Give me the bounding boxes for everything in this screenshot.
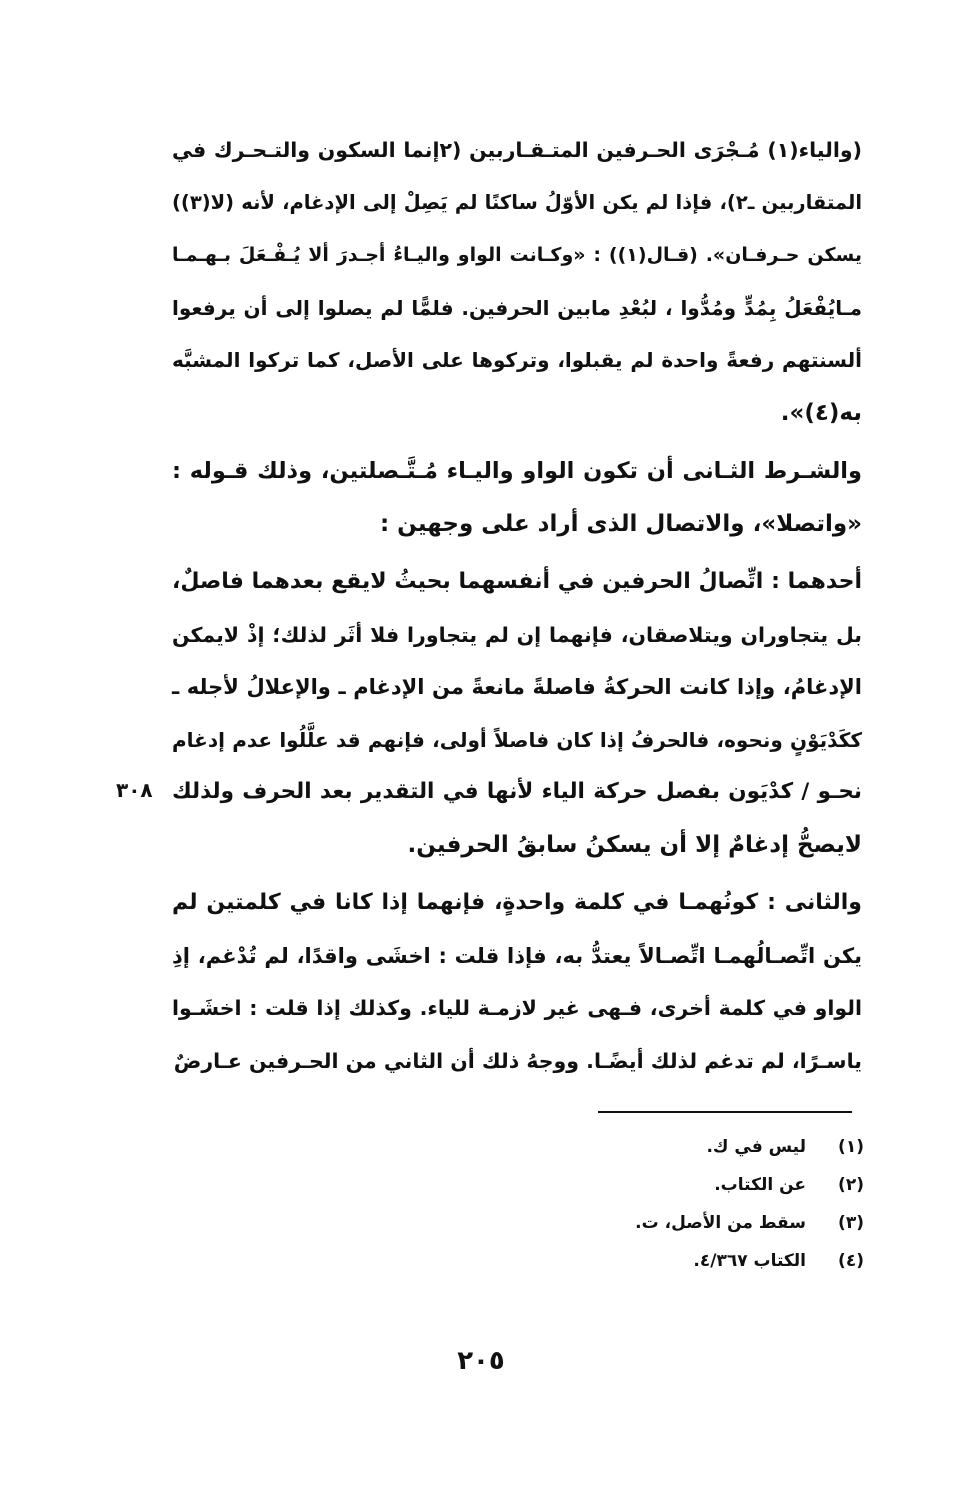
text-line: ألسنتهم رفعةً واحدة لم يقبلوا، وتركوها على الأصل، كما تركوا المشبَّه bbox=[172, 348, 862, 372]
text-line: والثانى : كونُهمـا في كلمة واحدةٍ، فإنهما إذا كانا في كلمتين لم bbox=[172, 890, 862, 915]
footnote-number: (٤) bbox=[838, 1251, 864, 1271]
footnote-number: (١) bbox=[838, 1137, 864, 1157]
footnote-item bbox=[464, 1242, 864, 1280]
paragraph bbox=[172, 877, 862, 1087]
footnote-text: الكتاب ٤/٣٦٧. bbox=[693, 1251, 806, 1271]
text-line: نحـو / كدْيَون بفصل حركة الياء لأنها في التقدير بعد الحرف ولذلك bbox=[172, 779, 862, 804]
text-line: به(٤)». bbox=[780, 399, 862, 426]
paragraph bbox=[172, 124, 862, 439]
footnote-text: سقط من الأصل، ت. bbox=[635, 1213, 806, 1233]
paragraph bbox=[172, 556, 862, 871]
text-line: (والياء(١) مُـجْرَى الحـرفين المتـقـاربين (٢إنما السكون والتـحـرك في bbox=[172, 138, 862, 162]
footnotes bbox=[464, 1128, 864, 1280]
paragraph bbox=[172, 445, 862, 550]
main-text bbox=[172, 124, 862, 1087]
page-number: ٢٠٥ bbox=[457, 1346, 505, 1376]
margin-page-reference: ٣٠٨ bbox=[116, 778, 153, 802]
text-line: مـايُفْعَلُ بِمُدٍّ ومُدُّوا ، لبُعْدِ مابين الحرفين. فلمًّا لم يصلوا إلى أن يرفعوا bbox=[172, 295, 862, 320]
text-line: الإدغامُ، وإذا كانت الحركةُ فاصلةً مانعةً من الإدغام ـ والإعلالُ لأجله ـ bbox=[172, 675, 862, 699]
text-line: «واتصلا»، والاتصال الذى أراد على وجهين : bbox=[379, 510, 862, 537]
footnote-item bbox=[464, 1204, 864, 1242]
footnote-divider bbox=[598, 1111, 852, 1113]
footnote-text: عن الكتاب. bbox=[714, 1175, 806, 1195]
footnote-number: (٣) bbox=[838, 1213, 864, 1233]
footnote-text: ليس في ك. bbox=[706, 1137, 806, 1157]
text-line: بل يتجاوران ويتلاصقان، فإنهما إن لم يتجاورا فلا أثَر لذلك؛ إذْ لايمكن bbox=[172, 622, 862, 647]
text-line: يسكن حـرفـان». (قـال(١)) : «وكـانت الواو واليـاءُ أجـدرَ ألا يُـفْـعَلَ بـهـمـا bbox=[172, 244, 862, 266]
text-line: الواو في كلمة أخرى، فـهى غير لازمـة للياء. وكذلك إذا قلت : اخشَـوا bbox=[172, 996, 862, 1020]
footnote-number: (٢) bbox=[838, 1175, 864, 1195]
footnote-item bbox=[464, 1128, 864, 1166]
text-line: ككَدْيَوْنٍ ونحوه، فالحرفُ إذا كان فاصلاً أولى، فإنهم قد علَّلُوا عدم إدغام bbox=[172, 727, 862, 752]
footnote-item bbox=[464, 1166, 864, 1204]
text-line: المتقاربين ـ٢)، فإذا لم يكن الأوّلُ ساكنًا لم يَصِلْ إلى الإدغام، لأنه (لا(٣)) bbox=[172, 190, 863, 214]
text-line: والشـرط الثـانى أن تكون الواو واليـاء مُـتَّـصلتين، وذلك قـوله : bbox=[172, 458, 862, 484]
text-line: لايصحُّ إدغامٌ إلا أن يسكنُ سابقُ الحرفين. bbox=[407, 831, 862, 858]
text-line: ياسـرًا، لم تدغم لذلك أيضًـا. ووجهُ ذلك أن الثاني من الحـرفين عـارضٌ bbox=[173, 1048, 862, 1073]
text-line: أحدهما : اتِّصالُ الحرفين في أنفسهما بحيثُ لايقع بعدهما فاصلٌ، bbox=[172, 569, 862, 594]
text-line: يكن اتِّصـالُهمـا اتِّصـالاً يعتدُّ به، فإذا قلت : اخشَى واقدًا، لم تُدْغم، إذِ bbox=[172, 943, 862, 968]
